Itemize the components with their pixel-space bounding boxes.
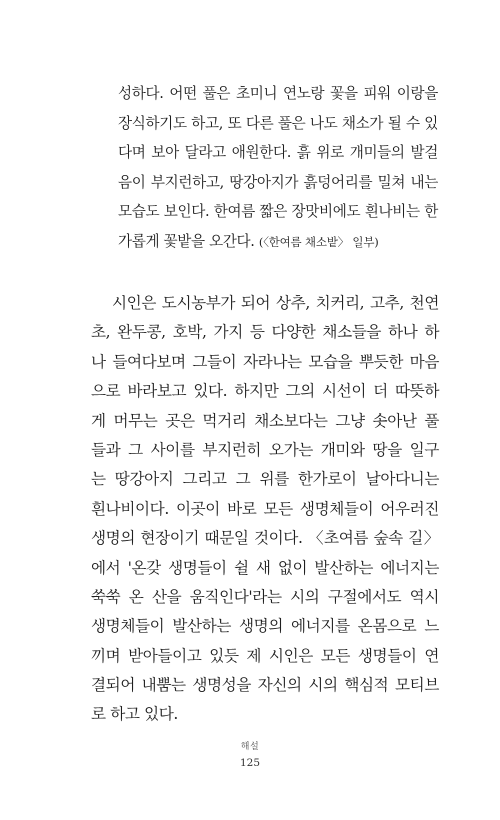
body-line: 흰나비이다. 이곳이 바로 모든 생명체들이 어우러진	[91, 499, 439, 518]
body-line: 에서 '온갖 생명들이 쉴 새 없이 발산하는 에너지는	[91, 558, 439, 577]
body-line: 끼며 받아들이고 있듯 제 시인은 모든 생명들이 연	[91, 646, 439, 665]
body-line: 로 하고 있다.	[91, 705, 178, 724]
quote-citation: (〈한여름 채소밭〉 일부)	[258, 234, 379, 249]
body-line: 생명의 현장이기 때문일 것이다. 〈초여름 숲속 길〉	[91, 529, 439, 548]
page-number: 125	[239, 757, 261, 769]
commentary-paragraph	[91, 289, 439, 730]
quote-line: 성하다. 어떤 풀은 초미니 연노랑 꽃을 피워 이랑을	[118, 85, 438, 102]
quote-line: 장식하기도 하고, 또 다른 풀은 나도 채소가 될 수 있	[118, 114, 438, 132]
body-line: 생명체들이 발산하는 생명의 에너지를 온몸으로 느	[91, 617, 439, 636]
quote-line-text: 가롭게 꽃밭을 오간다.	[118, 232, 255, 250]
quote-last-line	[118, 227, 438, 257]
body-line: 쑥쑥 온 산을 움직인다'라는 시의 구절에서도 역시	[91, 587, 439, 606]
page-footer	[0, 741, 500, 770]
body-line: 게 머무는 곳은 먹거리 채소보다는 그냥 솟아난 풀	[91, 411, 439, 430]
quote-line: 음이 부지런하고, 땅강아지가 흙덩어리를 밀쳐 내는	[118, 173, 438, 191]
running-head: 해설	[240, 742, 260, 752]
body-line: 시인은 도시농부가 되어 상추, 치커리, 고추, 천연	[112, 294, 439, 312]
body-line: 초, 완두콩, 호박, 가지 등 다양한 채소들을 하나 하	[91, 323, 439, 342]
body-line: 나 들여다보며 그들이 자라나는 모습을 뿌듯한 마음	[91, 352, 439, 371]
body-line: 으로 바라보고 있다. 하지만 그의 시선이 더 따뜻하	[91, 382, 439, 401]
quote-line: 다며 보아 달라고 애원한다. 흙 위로 개미들의 발걸	[118, 144, 438, 161]
body-line: 들과 그 사이를 부지런히 오가는 개미와 땅을 일구	[91, 440, 439, 459]
body-line: 는 땅강아지 그리고 그 위를 한가로이 날아다니는	[91, 470, 439, 489]
quote-line: 모습도 보인다. 한여름 짧은 장맛비에도 흰나비는 한	[118, 203, 438, 220]
quoted-poem-excerpt	[118, 79, 438, 256]
body-line: 결되어 내뿜는 생명성을 자신의 시의 핵심적 모티브	[91, 676, 439, 695]
